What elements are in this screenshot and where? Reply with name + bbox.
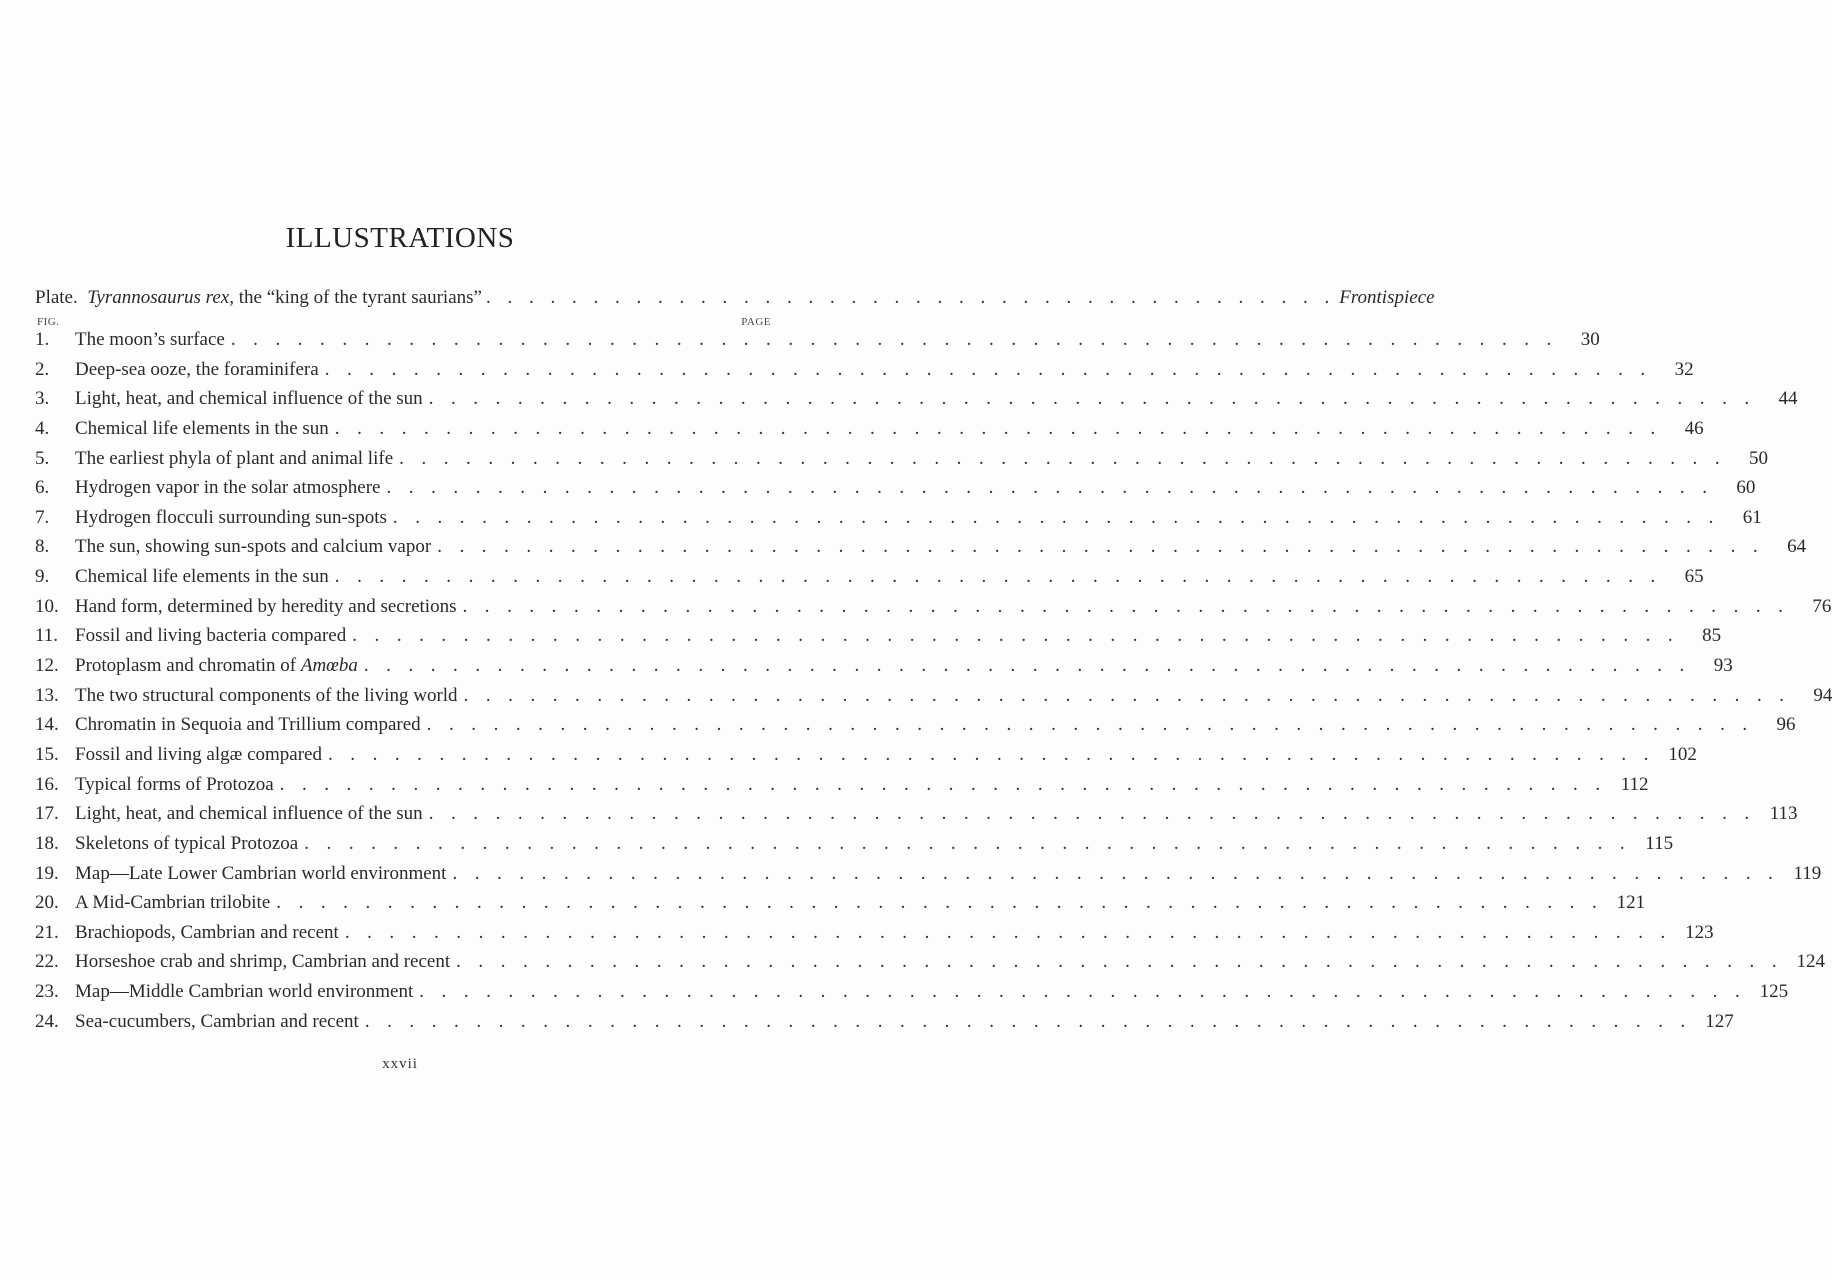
figure-title-text: The two structural components of the living world — [75, 684, 458, 706]
figure-page: 30 — [1580, 329, 1600, 350]
dot-leader: . . . . . . . . . . . . . . . . . . . . . . . . . . . . . . . . . . . . . . . . . . . . . . . . . . . . . . . . . . . . — [428, 388, 1756, 410]
figure-title-text: Fossil and living algæ compared — [75, 743, 322, 765]
list-item — [35, 536, 1807, 566]
figure-number: 15. — [35, 743, 59, 765]
figure-title — [75, 951, 450, 973]
list-item — [35, 329, 1600, 359]
list-item — [35, 595, 1832, 626]
figure-title — [75, 448, 393, 470]
list-item — [35, 743, 1697, 774]
dot-leader: . . . . . . . . . . . . . . . . . . . . . . . . . . . . . . . . . . . . . . . . . . . . . . . . . . . . . . . . . . . . — [462, 595, 1790, 617]
figure-title-italic: Amœba — [300, 655, 358, 677]
figure-title-text: Sea-cucumbers, Cambrian and recent — [75, 1010, 359, 1032]
figure-page: 93 — [1713, 655, 1733, 677]
figure-number: 14. — [35, 714, 59, 736]
figure-number: 20. — [35, 892, 59, 914]
list-item — [35, 417, 1704, 448]
figure-title-text: Chemical life elements in the sun — [75, 417, 329, 439]
figure-title — [75, 685, 458, 707]
figure-page: 50 — [1749, 447, 1768, 469]
dot-leader: . . . . . . . . . . . . . . . . . . . . . . . . . . . . . . . . . . . . . . . . . . . . . . . . . . . . . . . . . . . . — [230, 329, 1558, 350]
dot-leader: . . . . . . . . . . . . . . . . . . . . . . . . . . . . . . . . . . . . . . . . . . . . . . . . . . . . . . . . . . . . — [426, 714, 1754, 736]
figure-title — [75, 655, 358, 677]
dot-leader: . . . . . . . . . . . . . . . . . . . . . . . . . . . . . . . . . . . . . . . . . . . . . . . . . . . . . . . . . . . . — [452, 862, 1780, 884]
dot-leader: . . . . . . . . . . . . . . . . . . . . . . . . . . . . . . . . . . . . . . . . . . . . . . . . . . . . . . . . . . . . — [386, 477, 1714, 499]
figure-page: 112 — [1620, 773, 1649, 795]
figure-title — [75, 359, 319, 381]
dot-leader: . . . . . . . . . . . . . . . . . . . . . . . . . . . . . . . . . . . . . . . . . . . . . . . . . . . . . . . . . . . . — [399, 447, 1726, 469]
figure-title-text: The moon’s surface — [75, 329, 225, 350]
list-item — [35, 1010, 1734, 1041]
figure-page: 60 — [1736, 477, 1756, 499]
plate-label: Plate. — [35, 287, 78, 308]
figure-title-text: The sun, showing sun-spots and calcium vapor — [75, 536, 432, 558]
figure-number: 13. — [35, 684, 59, 706]
figure-number: 10. — [35, 595, 59, 617]
figure-title-text: Skeletons of typical Protozoa — [75, 832, 299, 854]
figure-number: 6. — [35, 477, 50, 499]
page-column-head: PAGE — [741, 316, 771, 328]
figure-page: 65 — [1684, 566, 1704, 588]
figure-page: 85 — [1702, 625, 1722, 647]
figure-title-text: A Mid-Cambrian trilobite — [75, 892, 271, 914]
figure-title-text: Horseshoe crab and shrimp, Cambrian and recent — [75, 951, 451, 973]
figure-page: 32 — [1674, 358, 1694, 380]
figure-title — [75, 892, 270, 914]
figure-number: 19. — [35, 862, 59, 884]
figure-number: 22. — [35, 951, 59, 973]
figure-title-text: Light, heat, and chemical influence of the sun — [75, 388, 423, 410]
figure-number: 17. — [35, 803, 59, 825]
list-item — [35, 566, 1704, 596]
list-item — [35, 951, 1825, 981]
figure-page: 76 — [1812, 595, 1832, 617]
page-title: ILLUSTRATIONS — [285, 222, 515, 254]
figure-title — [75, 507, 387, 529]
plate-page: Frontispiece — [1339, 287, 1435, 308]
dot-leader: . . . . . . . . . . . . . . . . . . . . . . . . . . . . . . . . . . . . . . . . . . . . . . . . . . . . . . . . . . . . — [334, 566, 1662, 588]
figure-title-text: Hand form, determined by heredity and secretions — [75, 595, 457, 617]
figure-page: 123 — [1685, 921, 1714, 943]
figure-page: 115 — [1645, 832, 1674, 854]
plate-title-italic: Tyrannosaurus rex, — [87, 287, 234, 308]
figure-title-text: Light, heat, and chemical influence of the sun — [75, 803, 423, 825]
dot-leader: . . . . . . . . . . . . . . . . . . . . . . . . . . . . . . . . . . . . . . . . . . . . . . . . . . . . . . . . . . . . — [363, 655, 1691, 677]
figure-title — [75, 596, 456, 618]
figure-page: 119 — [1793, 862, 1822, 884]
figure-number: 18. — [35, 832, 59, 854]
list-item — [35, 506, 1762, 537]
list-item — [35, 773, 1649, 804]
dot-leader: . . . . . . . . . . . . . . . . . . . . . . . . . . . . . . . . . . . . . . . . . . . . . . . . . . . . . . . . . . . . — [352, 625, 1680, 647]
figure-title-text: Chromatin in Sequoia and Trillium compared — [75, 714, 421, 736]
dot-leader: . . . . . . . . . . . . . . . . . . . . . . . . . . . . . . . . . . . . . . . . . . . . . . . . . . . . . . . . . . . . — [324, 358, 1652, 380]
figure-title — [75, 774, 274, 796]
figure-number: 23. — [35, 981, 59, 1003]
figure-title — [75, 744, 322, 766]
figure-number: 3. — [35, 388, 50, 410]
figure-title — [75, 477, 381, 499]
dot-leader: . . . . . . . . . . . . . . . . . . . . . . . . . . . . . . . . . . . . . . . . . . . . . . . . . . . . . . . . . . . . — [364, 1010, 1692, 1032]
list-item — [35, 625, 1722, 655]
figure-number: 12. — [35, 655, 59, 677]
figure-page: 121 — [1616, 892, 1646, 914]
figure-title-text: Chemical life elements in the sun — [75, 566, 329, 588]
dot-leader: . . . . . . . . . . . . . . . . . . . . . . . . . . . . . . . . . . . . . . . . . . . . . . . . . . . . . . . . . . . . — [279, 773, 1607, 795]
dot-leader: . . . . . . . . . . . . . . . . . . . . . . . . . . . . . . . . . . . . . . . . . . . . . . . . . . . . . . . . . . . . — [276, 892, 1604, 914]
dot-leader: . . . . . . . . . . . . . . . . . . . . . . . . . . . . . . . . . . . . . . . . . . . . . . . . . . . . . . . . . . . . — [344, 921, 1672, 943]
dot-leader: . . . . . . . . . . . . . . . . . . . . . . . . . . . . . . . . . . . . . . . . . . . . . . . . . . . . . . . . . . . . — [428, 803, 1756, 825]
figure-title-text: Fossil and living bacteria compared — [75, 625, 347, 647]
figure-title — [75, 625, 346, 647]
figure-number: 4. — [35, 417, 50, 439]
list-item — [35, 477, 1756, 507]
list-item — [35, 803, 1798, 833]
figure-page: 127 — [1705, 1010, 1734, 1032]
list-item — [35, 714, 1796, 744]
figure-title-text: Map—Middle Cambrian world environment — [75, 981, 414, 1003]
figure-title — [75, 329, 225, 351]
figure-title — [75, 981, 413, 1003]
figure-page: 44 — [1778, 388, 1798, 410]
figure-title-text: Typical forms of Protozoa — [75, 773, 274, 795]
list-item — [35, 655, 1733, 685]
figure-number: 2. — [35, 358, 50, 380]
figure-page: 94 — [1813, 684, 1832, 706]
figure-number: 7. — [35, 506, 50, 528]
figure-page: 125 — [1759, 981, 1789, 1003]
figure-number: 24. — [35, 1010, 59, 1032]
figure-number: 8. — [35, 536, 50, 558]
list-item — [35, 981, 1789, 1011]
figure-title — [75, 803, 423, 825]
figure-page: 102 — [1668, 743, 1697, 765]
figure-page: 64 — [1787, 536, 1807, 558]
dot-leader: . . . . . . . . . . . . . . . . . . . . . . . . . . . . . . . . . . . . . . . . . . . . . . . . . . . . . . . . . . . . — [334, 417, 1662, 439]
list-item — [35, 684, 1832, 715]
page-folio: xxvii — [382, 1056, 418, 1072]
plate-title — [35, 287, 482, 309]
figure-title — [75, 922, 339, 944]
list-item — [35, 921, 1714, 952]
dot-leader: . . . . . . . . . . . . . . . . . . . . . . . . . . . . . . . . . . . . . . . . . . . . . . . . . . . . . . . . . . . . — [437, 536, 1765, 558]
figure-number: 11. — [35, 625, 59, 647]
figure-title — [75, 833, 298, 855]
figure-title — [75, 714, 421, 736]
figure-number: 5. — [35, 447, 50, 469]
figure-page: 124 — [1796, 951, 1825, 973]
figure-title — [75, 536, 431, 558]
figure-number: 16. — [35, 773, 59, 795]
plate-entry — [35, 287, 1435, 309]
figure-title-text: Map—Late Lower Cambrian world environment — [75, 862, 447, 884]
figure-page: 96 — [1776, 714, 1796, 736]
figure-number: 9. — [35, 566, 50, 588]
figure-title-text: Hydrogen vapor in the solar atmosphere — [75, 477, 381, 499]
figure-page: 61 — [1742, 506, 1762, 528]
figure-page: 113 — [1769, 803, 1798, 825]
list-item — [35, 832, 1674, 863]
list-item — [35, 388, 1798, 418]
figure-page: 46 — [1684, 417, 1704, 439]
list-item — [35, 862, 1822, 893]
dot-leader: . . . . . . . . . . . . . . . . . . . . . . . . . . . . . . . . . . . . . . . . — [485, 287, 1336, 308]
figure-title-text: Deep-sea ooze, the foraminifera — [75, 358, 319, 380]
figure-title — [75, 388, 423, 410]
figure-title — [75, 566, 329, 588]
dot-leader: . . . . . . . . . . . . . . . . . . . . . . . . . . . . . . . . . . . . . . . . . . . . . . . . . . . . . . . . . . . . — [392, 506, 1720, 528]
dot-leader: . . . . . . . . . . . . . . . . . . . . . . . . . . . . . . . . . . . . . . . . . . . . . . . . . . . . . . . . . . . . — [304, 832, 1632, 854]
figure-title — [75, 1011, 359, 1033]
figure-title — [75, 418, 329, 440]
figure-title-text: Hydrogen flocculi surrounding sun-spots — [75, 506, 387, 528]
list-item — [35, 447, 1768, 478]
plate-title-rest: the “king of the tyrant saurians” — [233, 287, 482, 308]
figure-title — [75, 863, 446, 885]
figure-list — [35, 329, 1832, 1040]
figure-number: 1. — [35, 329, 50, 350]
list-item — [35, 358, 1694, 389]
fig-column-head: FIG. — [37, 316, 60, 328]
figure-title-text: The earliest phyla of plant and animal life — [75, 447, 394, 469]
list-item — [35, 892, 1646, 922]
figure-title-text: Protoplasm and chromatin of — [75, 655, 297, 677]
dot-leader: . . . . . . . . . . . . . . . . . . . . . . . . . . . . . . . . . . . . . . . . . . . . . . . . . . . . . . . . . . . . — [419, 981, 1747, 1003]
figure-number: 21. — [35, 921, 59, 943]
figure-title-text: Brachiopods, Cambrian and recent — [75, 921, 339, 943]
dot-leader: . . . . . . . . . . . . . . . . . . . . . . . . . . . . . . . . . . . . . . . . . . . . . . . . . . . . . . . . . . . . — [463, 684, 1791, 706]
dot-leader: . . . . . . . . . . . . . . . . . . . . . . . . . . . . . . . . . . . . . . . . . . . . . . . . . . . . . . . . . . . . — [327, 743, 1655, 765]
dot-leader: . . . . . . . . . . . . . . . . . . . . . . . . . . . . . . . . . . . . . . . . . . . . . . . . . . . . . . . . . . . . — [456, 951, 1783, 973]
